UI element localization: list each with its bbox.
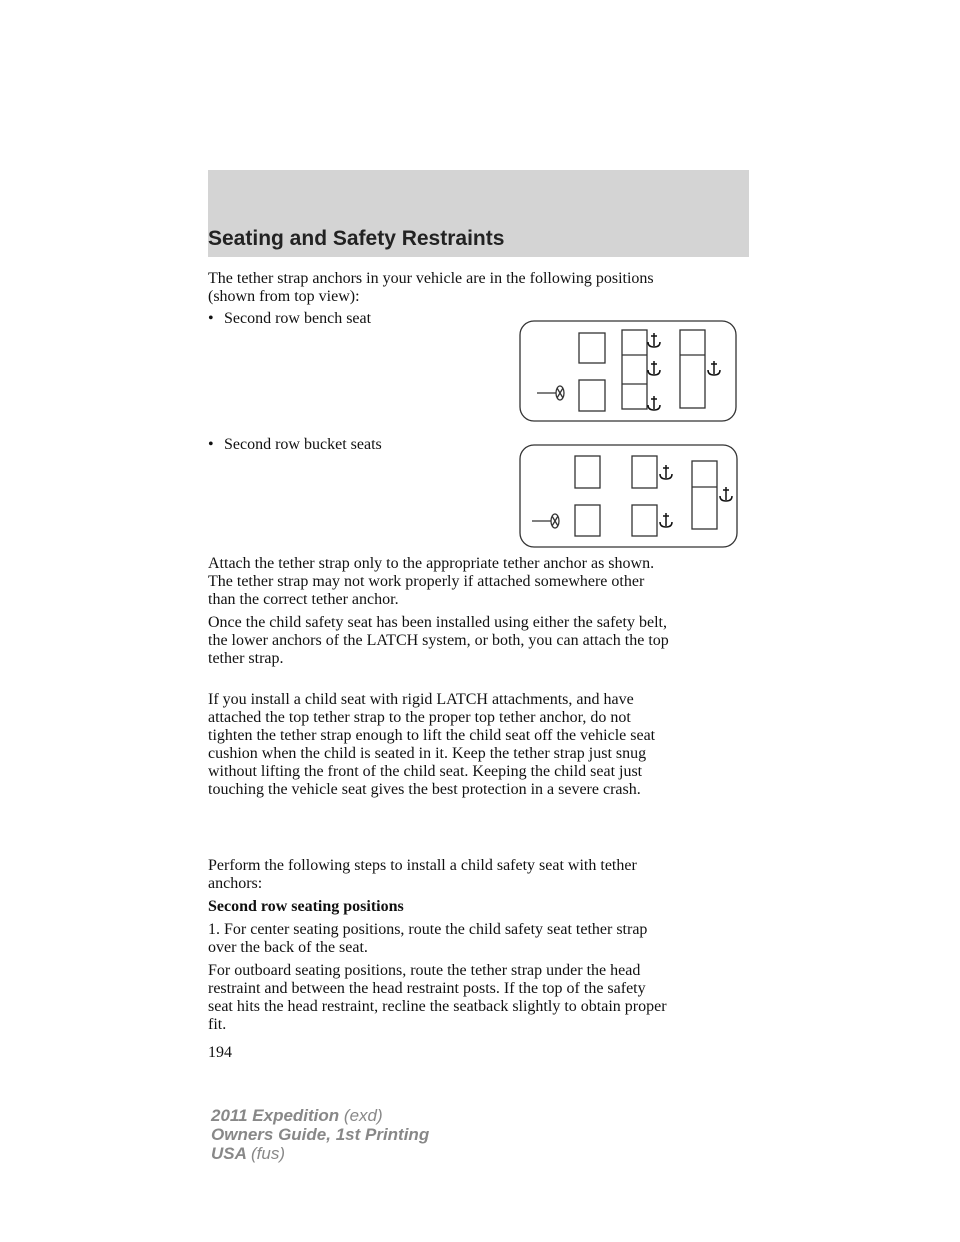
- bench-seat-diagram: [520, 321, 736, 421]
- footer: [211, 1106, 429, 1163]
- bucket-seat: [632, 456, 657, 488]
- bullet-dot: •: [208, 436, 214, 453]
- tether-anchor-icon: [648, 396, 660, 410]
- tether-anchor-icon: [648, 333, 660, 347]
- footer-code: (exd): [343, 1106, 383, 1125]
- front-seat: [575, 456, 600, 488]
- footer-model: 2011 Expedition: [211, 1106, 340, 1125]
- vehicle-outline: [520, 321, 736, 421]
- paragraph-rigid-latch: If you install a child seat with rigid LATCH attachments, and have attached the top tether strap to the proper top tether anchor, do not tighten the tether strap enough to lift the child seat off the vehicle seat cushion when the child is seated in it. Keep the tether strap just snug without lifting the front of the child seat. Keeping the child seat just touching the vehicle seat gives the best protection in a severe crash.: [208, 691, 656, 798]
- paragraph-once: Once the child safety seat has been installed using either the safety belt, the lower anchors of the LATCH system, or both, you can attach the top tether strap.: [208, 614, 669, 667]
- tether-anchor-icon: [720, 487, 732, 501]
- paragraph-perform: Perform the following steps to install a child safety seat with tether anchors:: [208, 857, 637, 892]
- bullet-label: Second row bench seat: [224, 310, 372, 327]
- intro-paragraph: The tether strap anchors in your vehicle are in the following positions (shown from top view):: [208, 270, 654, 305]
- paragraph-attach: Attach the tether strap only to the appropriate tether anchor as shown. The tether strap may not work properly if attached somewhere other than the correct tether anchor.: [208, 555, 655, 608]
- section-title: Seating and Safety Restraints: [208, 227, 505, 250]
- tether-anchor-icon: [708, 361, 720, 375]
- page-number: 194: [208, 1044, 232, 1061]
- tether-anchor-icon: [660, 513, 672, 527]
- bucket-seat: [632, 505, 657, 536]
- footer-guide: Owners Guide, 1st Printing: [211, 1125, 430, 1144]
- step-outboard: For outboard seating positions, route the tether strap under the head restraint and between the head restraint posts. If the top of the safety seat hits the head restraint, recline the seatback slightly to obtain proper fit.: [208, 962, 667, 1033]
- front-seat: [579, 380, 605, 411]
- vehicle-outline: [520, 445, 737, 547]
- subheading: Second row seating positions: [208, 898, 404, 915]
- tether-anchor-diagrams: [0, 0, 960, 600]
- step-1: 1. For center seating positions, route the child safety seat tether strap over the back of the seat.: [208, 921, 648, 956]
- tether-anchor-icon: [660, 465, 672, 479]
- second-row-bench: [622, 330, 647, 409]
- bullet-dot: •: [208, 310, 214, 327]
- front-seat: [575, 505, 600, 536]
- bucket-seats-diagram: [520, 445, 737, 547]
- footer-region-code: (fus): [251, 1144, 285, 1163]
- front-seat: [579, 333, 605, 363]
- third-row-seat: [680, 330, 705, 408]
- footer-region: USA: [211, 1144, 247, 1163]
- tether-anchor-icon: [648, 361, 660, 375]
- third-row-seat: [692, 461, 717, 529]
- bullet-label: Second row bucket seats: [224, 436, 382, 453]
